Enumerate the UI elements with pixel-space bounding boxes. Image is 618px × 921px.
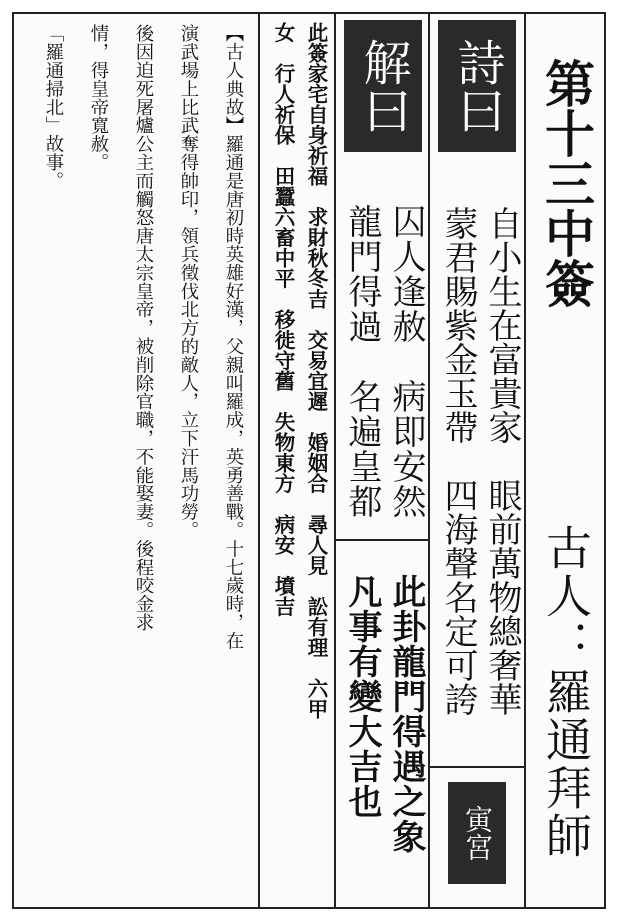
divider	[334, 539, 430, 541]
divider	[524, 14, 526, 907]
prediction-line: 女 行人祈保 田蠶六畜中平 移徙守舊 失物東方 病安 墳吉	[271, 22, 295, 617]
poem-header: 詩曰	[438, 20, 516, 152]
interpretation-summary	[340, 574, 428, 854]
story-line: 演武場上比武奪得帥印，領兵徵伐北方的敵人，立下汗馬功勞。	[178, 24, 199, 540]
story-text	[28, 24, 256, 650]
poem-line: 蒙君賜紫金玉帶 四海聲名定可誇	[438, 206, 478, 716]
interpretation-line: 囚人逢赦 病即安然	[386, 204, 426, 519]
story-line: 「羅通掃北」故事。	[43, 24, 64, 190]
summary-line: 此卦龍門得遇之象	[386, 574, 426, 854]
predictions	[264, 22, 332, 719]
divider	[258, 14, 260, 907]
divider	[428, 766, 526, 768]
poem-line: 自小生在富貴家 眼前萬物總奢華	[482, 206, 522, 716]
story-line: 情，得皇帝寬赦。	[88, 24, 109, 172]
interpretation-header: 解曰	[344, 20, 422, 152]
summary-line: 凡事有變大吉也	[342, 574, 382, 819]
prediction-line: 此簽家宅自身祈福 求財秋冬吉 交易宜遲 婚姻合 尋人見 訟有理 六甲	[304, 22, 328, 719]
story-line: 【古人典故】羅通是唐初時英雄好漢，父親叫羅成，英勇善戰。十七歲時，在	[223, 24, 244, 650]
story-line: 後因迫死屠爐公主而觸怒唐太宗皇帝，被削除官職，不能娶妻。後程咬金求	[133, 24, 154, 632]
lot-number: 第十三中簽	[537, 58, 595, 308]
story-title: 古人：羅通拜師	[539, 524, 593, 860]
interpretation-line: 龍門得過 名遍皇都	[342, 204, 382, 519]
divider	[334, 14, 336, 907]
palace-stamp: 寅宮	[448, 782, 506, 884]
interpretation-lines	[340, 204, 428, 519]
poem-lines	[436, 206, 524, 716]
divider	[428, 14, 430, 907]
fortune-slip-frame	[12, 12, 606, 909]
